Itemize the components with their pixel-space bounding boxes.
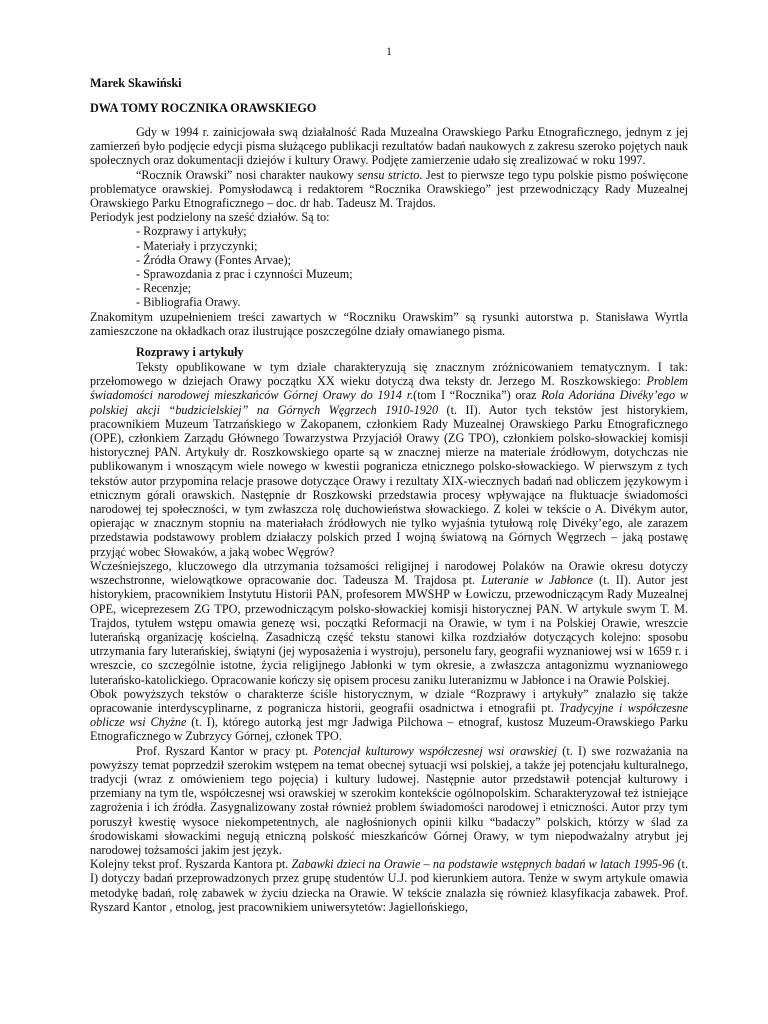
text-run: Obok powyższych tekstów o charakterze ściśle historycznym, w dziale “Rozprawy i artykuły” znalazło się także opracowanie interdyscyplinarne, z pogranicza historii, geografii osadnictwa i etnografii pt.	[90, 686, 688, 715]
text-run: (t. I) dotyczy badań przeprowadzonych przez grupę studentów U.J. pod kierunkiem autora. Tenże w swym artykule omawia metodykę badań, rolę zabawek w życiu dziecka na Orawie. W tekście znalazła się również klasyfikacja zabawek. Prof. Ryszard Kantor , etnolog, jest pracownikiem uniwersytetów: Jagiellońskiego,	[90, 857, 688, 914]
list-item: - Sprawozdania z prac i czynności Muzeum;	[136, 267, 353, 282]
section-paragraph-1	[90, 360, 688, 559]
section-paragraph-2	[90, 559, 688, 687]
italic-phrase: sensu stricto	[357, 167, 420, 182]
text-run: Kolejny tekst prof. Ryszarda Kantora pt.	[90, 857, 292, 872]
text-run: Teksty opublikowane w tym dziale charakteryzują się znacznym zróżnicowaniem tematycznym. I tak: przełomowego w dziejach Orawy początku XX wieku dotyczą dwa teksty dr. Jerzego M. Roszkowskiego:	[90, 360, 688, 389]
sections-list	[90, 224, 688, 309]
article-title: DWA TOMY ROCZNIKA ORAWSKIEGO	[90, 101, 317, 115]
list-item: - Recenzje;	[136, 281, 192, 296]
text-run: (t. II). Autor tych tekstów jest historykiem, pracownikiem Muzeum Tatrzańskiego w Zakopanem, członkiem Rady Muzealnej Orawskiego Parku Etnograficznego (OPE), członkiem Zarządu Głównego Towarzystwa Przyjaciół Orawy (ZG TPO), członkiem polsko-słowackiej komisji historycznej PAN. Artykuły dr. Roszkowskiego oparte są w znacznej mierze na materiale źródłowym, dotychczas nie publikowanym i wnoszącym wiele nowego w kwestii pogranicza etnicznego polsko-słowackiego. W pierwszym z tych tekstów autor przypomina relacje prasowe dotyczące Orawy i rezultaty XIX-wiecznych badań nad obliczem językowym i etnicznym górali orawskich. Następnie dr Roszkowski przedstawia procesy wpływające na fluktuacje świadomości narodowej tej społeczności, w tym zwłaszcza rolę duchowieństwa słowackiego. Z kolei w tekście o A. Divékym autor, opierając w znacznym stopniu na materiałach źródłowych nie tylko wyjaśnia tytułową rolę Divéky’ego, ale zarazem przedstawia podstawowy problem działaczy polskich przed I wojną światową na Górnych Węgrzech – jaką postawę przyjąć wobec Słowaków, a jaką wobec Węgrów?	[90, 402, 688, 559]
intro-paragraph-2	[90, 168, 688, 211]
text-run: (t. II). Autor jest historykiem, pracownikiem Instytutu Historii PAN, profesorem MWSHP w Łowiczu, przewodniczącym Rady Muzealnej OPE, wiceprezesem ZG TPO, przewodniczącym polsko-słowackiej komisji historycznej PAN. W artykule swym T. M. Trajdos, tytułem wstępu omawia genezę wsi, początki Reformacji na Orawie, w tym i na Polskiej Orawie, wreszcie luterańską organizację kościelną. Zasadniczą część tekstu stanowi kilka rozdziałów dotyczących kolejno: sposobu utrzymania fary luterańskiej, świątyni (jej wyposażenia i wystroju), personelu fary, geografii wyznaniowej wsi w 1659 r. i wreszcie, co szczególnie istotne, życia religijnego Jabłonki w tym okresie, a zwłaszcza antagonizmu wyznaniowego luterańsko-katolickiego. Opracowanie kończy się opisem procesu zaniku luteranizmu w Jabłonce i na Orawie Polskiej.	[90, 573, 688, 687]
text-run: (t. I) swe rozważania na powyższy temat poprzedził szerokim wstępem na temat obecnej sytuacji wsi polskiej, a także jej potencjału kulturalnego, tradycji (wraz z omówieniem tego pojęcia) i kultury ludowej. Następnie autor przedstawił potencjał kulturowy i przemiany na tym tle, współczesnej wsi orawskiej w szerokim kontekście ogólnopolskim. Scharakteryzował też istniejące zagrożenia i ich źródła. Zasygnalizowany został również problem świadomości narodowej i etniczności. Autor przy tym poruszył kwestię wysoce niekompetentnych, ale nagłośnionych opinii kilku “badaczy” polskich, którzy w ślad za środowiskami słowackimi negują etniczną polskość mieszkańców Górnej Orawy, w tym niepodważalny atrybut jej narodowej tożsamości jakim jest język.	[90, 743, 688, 857]
italic-title: Problem świadomości narodowej mieszkańców Górnej Orawy do 1914 r.	[90, 374, 688, 403]
intro-paragraph-3: Periodyk jest podzielony na sześć działów. Są to:	[90, 210, 330, 225]
author-name: Marek Skawiński	[90, 76, 182, 90]
page-number: 1	[386, 46, 392, 58]
section-paragraph-4	[90, 744, 688, 858]
italic-title: Tradycyjne i współczesne oblicze wsi Chyżne	[90, 700, 688, 730]
list-item: - Bibliografia Orawy.	[136, 295, 241, 310]
italic-title: Potencjał kulturowy współczesnej wsi orawskiej	[313, 743, 557, 758]
text-run: Wcześniejszego, kluczowego dla utrzymania tożsamości religijnej i narodowej Polaków na Orawie okresu dotyczy wszechstronne, wielowątkowe opracowanie doc. Tadeusza M. Trajdosa pt.	[90, 558, 688, 588]
text-run: . Jest to pierwsze tego typu polskie pismo poświęcone problematyce orawskiej. Pomysłodawcą i redaktorem “Rocznika Orawskiego” jest przewodniczący Rady Muzealnej Orawskiego Parku Etnograficznego – doc. dr hab. Tadeusz M. Trajdos.	[90, 167, 688, 211]
italic-title: Zabawki dzieci na Orawie – na podstawie wstępnych badań w latach 1995-96	[291, 857, 675, 872]
list-item: - Źródła Orawy (Fontes Arvae);	[136, 252, 292, 267]
italic-title: Luteranie w Jabłonce	[481, 573, 594, 588]
section-paragraph-3	[90, 687, 688, 744]
list-item: - Rozprawy i artykuły;	[136, 224, 247, 239]
text-run: (tom I “Rocznika”) oraz	[413, 388, 542, 403]
section-heading: Rozprawy i artykuły	[136, 345, 244, 360]
text-run: (t. I), którego autorką jest mgr Jadwiga Pilchowa – etnograf, kustosz Muzeum-Orawskiego Parku Etnograficznego w Zubrzycy Górnej, członek TPO.	[90, 715, 688, 744]
text-run: Prof. Ryszard Kantor w pracy pt.	[136, 743, 314, 758]
intro-paragraph-4: Znakomitym uzupełnieniem treści zawartych w “Roczniku Orawskim” są rysunki autorstwa p. Stanisława Wyrtla zamieszczone na okładkach oraz ilustrujące poszczególne działy omawianego pisma.	[90, 309, 688, 338]
intro-paragraph-1: Gdy w 1994 r. zainicjowała swą działalność Rada Muzealna Orawskiego Parku Etnograficznego, jednym z jej zamierzeń było podjęcie edycji pisma służącego publikacji rezultatów badań naukowych z zakresu szeroko pojętych nauk społecznych oraz dokumentacji dziejów i kultury Orawy. Podjęte zamierzenie udało się zrealizować w roku 1997.	[90, 125, 688, 168]
italic-title: Rola Adoriána Divéky’ego w polskiej akcji “budzicielskiej” na Górnych Węgrzech 1910-1920	[90, 388, 689, 417]
section-paragraph-5	[90, 857, 688, 914]
text-run: “Rocznik Orawski” nosi charakter naukowy	[136, 167, 358, 182]
list-item: - Materiały i przyczynki;	[136, 238, 258, 253]
